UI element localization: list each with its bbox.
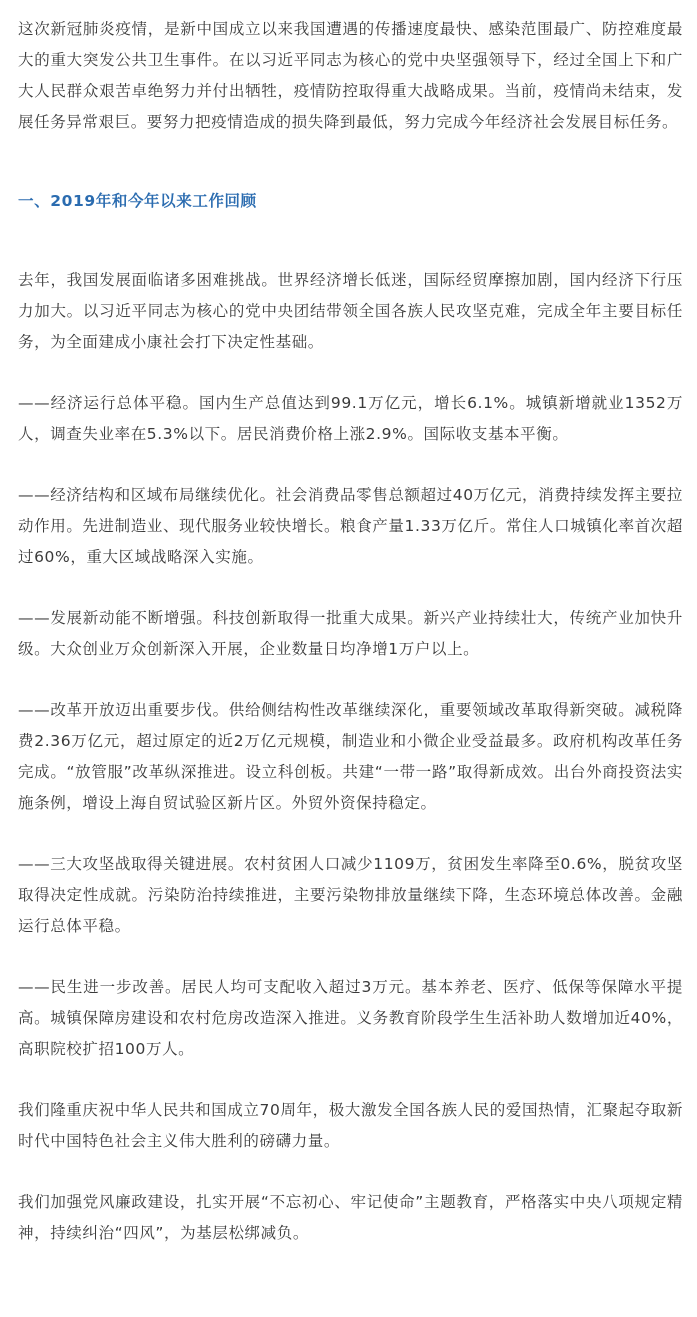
spacer (18, 1065, 683, 1095)
spacer (18, 450, 683, 480)
spacer (18, 358, 683, 388)
paragraph-party-building: 我们加强党风廉政建设，扎实开展“不忘初心、牢记使命”主题教育，严格落实中央八项规定精神，持续纠治“四风”，为基层松绑减负。 (18, 1193, 683, 1242)
paragraph-livelihood: ——民生进一步改善。居民人均可支配收入超过3万元。基本养老、医疗、低保等保障水平提高。城镇保障房建设和农村危房改造深入推进。义务教育阶段学生生活补助人数增加近40%，高职院校扩招100万人。 (18, 978, 683, 1058)
paragraph-review: 去年，我国发展面临诸多困难挑战。世界经济增长低迷，国际经贸摩擦加剧，国内经济下行压力加大。以习近平同志为核心的党中央团结带领全国各族人民攻坚克难，完成全年主要目标任务，为全面建成小康社会打下决定性基础。 (18, 271, 683, 351)
paragraph-momentum: ——发展新动能不断增强。科技创新取得一批重大成果。新兴产业持续壮大，传统产业加快升级。大众创业万众创新深入开展，企业数量日均净增1万户以上。 (18, 609, 683, 658)
spacer (18, 819, 683, 849)
intro-paragraph: 这次新冠肺炎疫情，是新中国成立以来我国遭遇的传播速度最快、感染范围最广、防控难度最大的重大突发公共卫生事件。在以习近平同志为核心的党中央坚强领导下，经过全国上下和广大人民群众艰苦卓绝努力并付出牺牲，疫情防控取得重大战略成果。当前，疫情尚未结束，发展任务异常艰巨。要努力把疫情造成的损失降到最低，努力完成今年经济社会发展目标任务。 (18, 20, 683, 131)
paragraph-anniversary: 我们隆重庆祝中华人民共和国成立70周年，极大激发全国各族人民的爱国热情，汇聚起夺取新时代中国特色社会主义伟大胜利的磅礴力量。 (18, 1101, 683, 1150)
spacer (18, 217, 683, 265)
paragraph-battles: ——三大攻坚战取得关键进展。农村贫困人口减少1109万，贫困发生率降至0.6%，脱贫攻坚取得决定性成就。污染防治持续推进，主要污染物排放量继续下降，生态环境总体改善。金融运行总体平稳。 (18, 855, 683, 935)
paragraph-economy: ——经济运行总体平稳。国内生产总值达到99.1万亿元，增长6.1%。城镇新增就业1352万人，调查失业率在5.3%以下。居民消费价格上涨2.9%。国际收支基本平衡。 (18, 394, 683, 443)
spacer (18, 138, 683, 186)
spacer (18, 942, 683, 972)
section-heading: 一、2019年和今年以来工作回顾 (18, 192, 257, 210)
spacer (18, 1157, 683, 1187)
paragraph-reform: ——改革开放迈出重要步伐。供给侧结构性改革继续深化，重要领域改革取得新突破。减税降费2.36万亿元，超过原定的近2万亿元规模，制造业和小微企业受益最多。政府机构改革任务完成。“放管服”改革纵深推进。设立科创板。共建“一带一路”取得新成效。出台外商投资法实施条例，增设上海自贸试验区新片区。外贸外资保持稳定。 (18, 701, 683, 812)
spacer (18, 665, 683, 695)
paragraph-structure: ——经济结构和区域布局继续优化。社会消费品零售总额超过40万亿元，消费持续发挥主要拉动作用。先进制造业、现代服务业较快增长。粮食产量1.33万亿斤。常住人口城镇化率首次超过60%，重大区域战略深入实施。 (18, 486, 683, 566)
spacer (18, 573, 683, 603)
